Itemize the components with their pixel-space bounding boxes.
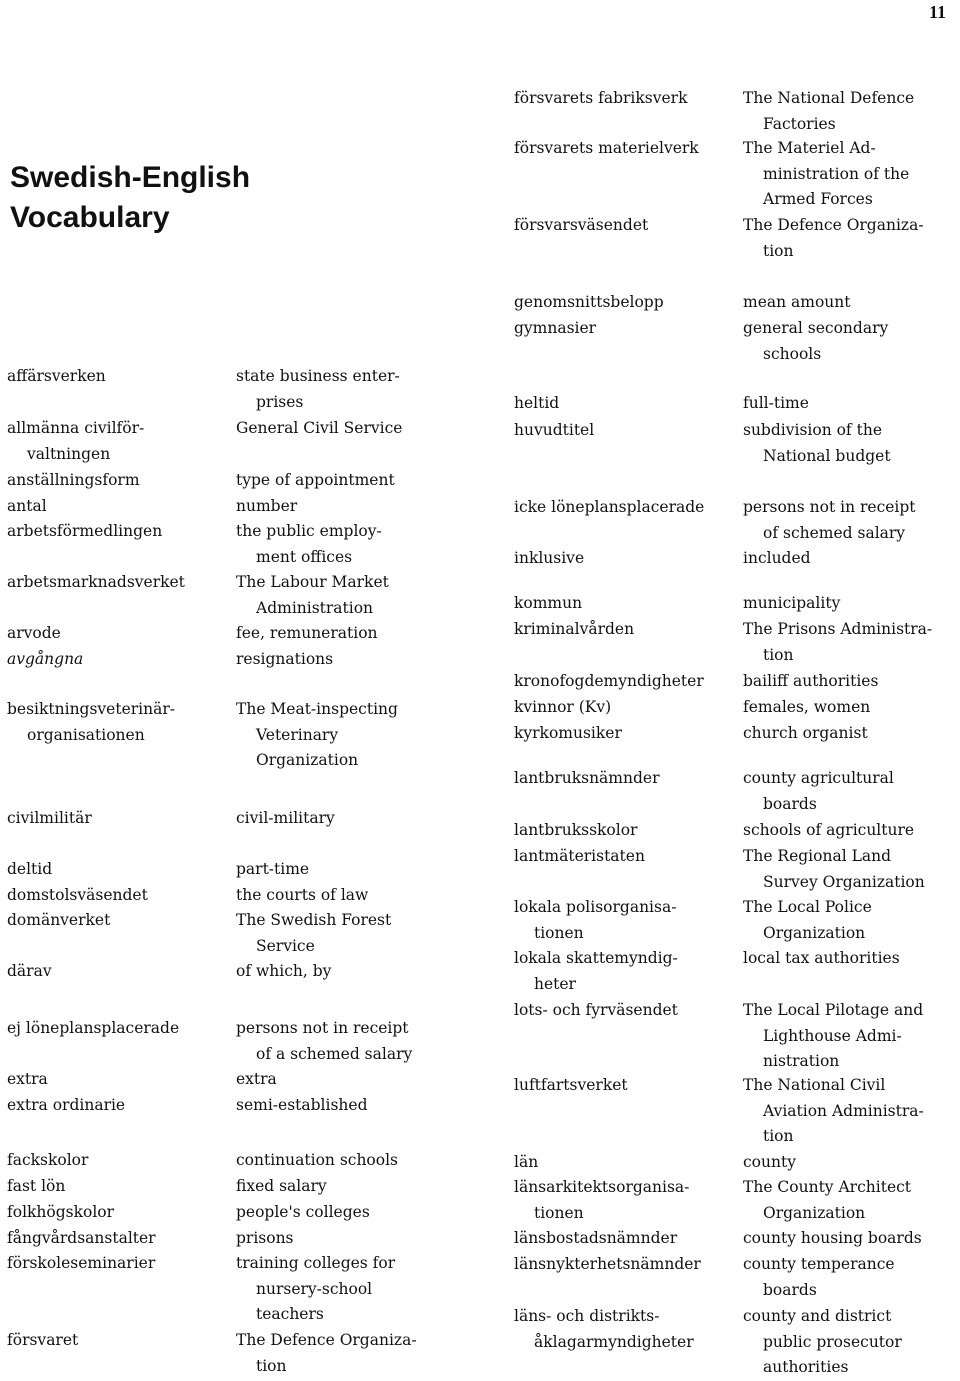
swedish-term (514, 1226, 677, 1252)
english-translation-line: tion (256, 1356, 287, 1375)
english-translation-line: General Civil Service (236, 419, 403, 437)
swedish-term-line: kommun (514, 594, 583, 612)
title-line: Vocabulary (10, 201, 170, 234)
english-translation-line: Factories (763, 114, 836, 133)
swedish-term (514, 1175, 689, 1226)
swedish-term-line: försvaret (7, 1331, 79, 1349)
english-translation-line: The Defence Organiza- (236, 1331, 417, 1349)
swedish-term (7, 1016, 179, 1042)
english-translation (236, 1226, 294, 1252)
english-translation-line: The Swedish Forest (236, 911, 392, 929)
english-translation (743, 1226, 922, 1252)
swedish-term-line: gymnasier (514, 319, 597, 337)
swedish-term-line: luftfartsverket (514, 1076, 628, 1094)
english-translation (236, 364, 400, 415)
english-translation (743, 895, 872, 946)
english-translation-line: Organization (256, 751, 359, 769)
swedish-term (514, 418, 594, 444)
english-translation-line: number (236, 497, 298, 515)
swedish-term-line: icke löneplansplacerade (514, 498, 705, 516)
english-translation (236, 1016, 412, 1067)
swedish-term (7, 1148, 88, 1174)
swedish-term (7, 647, 83, 673)
english-translation-line: The Materiel Ad- (743, 139, 876, 157)
swedish-term-line: besiktningsveterinär- (7, 700, 175, 718)
english-translation-line: county housing boards (743, 1229, 922, 1247)
english-translation-line: National budget (763, 446, 891, 465)
swedish-term (7, 1226, 156, 1252)
english-translation-line: The National Civil (743, 1076, 886, 1094)
english-translation (743, 418, 891, 469)
swedish-term (514, 1252, 701, 1278)
swedish-term (7, 806, 92, 832)
swedish-term (514, 721, 622, 747)
page-title (10, 158, 300, 238)
english-translation (743, 844, 925, 895)
swedish-term-line: lots- och fyrväsendet (514, 1001, 678, 1019)
swedish-term-line: försvarets fabriksverk (514, 89, 688, 107)
english-translation-line: of a schemed salary (256, 1044, 413, 1063)
swedish-term (514, 818, 637, 844)
english-translation-line: county (743, 1153, 796, 1171)
swedish-term (514, 669, 704, 695)
swedish-term-line: kriminalvården (514, 620, 635, 638)
english-translation (743, 290, 851, 316)
swedish-term-line: anställningsform (7, 471, 140, 489)
english-translation (743, 766, 894, 817)
english-translation (743, 546, 811, 572)
swedish-term (514, 998, 678, 1024)
english-translation-line: prisons (236, 1229, 294, 1247)
english-translation (236, 857, 309, 883)
swedish-term (514, 495, 704, 521)
english-translation-line: prises (256, 392, 304, 411)
english-translation (236, 519, 382, 570)
english-translation-line: tion (763, 645, 794, 664)
english-translation-line: full-time (743, 394, 809, 412)
swedish-term-line: folkhögskolor (7, 1203, 115, 1221)
swedish-term (7, 494, 47, 520)
english-translation-line: boards (763, 794, 817, 813)
english-translation-line: included (743, 549, 811, 567)
english-translation (743, 591, 840, 617)
english-translation-line: county agricultural (743, 769, 894, 787)
english-translation (743, 391, 809, 417)
english-translation (743, 1304, 902, 1381)
english-translation (743, 1175, 911, 1226)
swedish-term (7, 621, 61, 647)
swedish-term-line: fackskolor (7, 1151, 89, 1169)
english-translation-line: The Prisons Administra- (743, 620, 933, 638)
english-translation-line: schools of agriculture (743, 821, 915, 839)
english-translation (743, 316, 888, 367)
swedish-term (514, 86, 687, 112)
english-translation-line: The Meat-inspecting (236, 700, 398, 718)
swedish-term-line: förskoleseminarier (7, 1254, 156, 1272)
english-translation-line: The National Defence (743, 89, 915, 107)
english-translation-line: tion (763, 241, 794, 260)
swedish-term-line: heter (534, 974, 576, 993)
english-translation-line: training colleges for (236, 1254, 396, 1272)
swedish-term-line: affärsverken (7, 367, 106, 385)
swedish-term (514, 844, 645, 870)
english-translation-line: county and district (743, 1307, 892, 1325)
english-translation-line: county temperance (743, 1255, 895, 1273)
swedish-term (7, 416, 144, 467)
swedish-term-line: organisationen (27, 725, 145, 744)
swedish-term (7, 1251, 155, 1277)
swedish-term-line: ej löneplansplacerade (7, 1019, 180, 1037)
english-translation (236, 908, 391, 959)
english-translation-line: type of appointment (236, 471, 395, 489)
english-translation (743, 818, 914, 844)
swedish-term-line: länsnykterhetsnämnder (514, 1255, 701, 1273)
english-translation-line: civil-military (236, 809, 335, 827)
english-translation (743, 946, 900, 972)
english-translation-line: Organization (763, 1203, 866, 1222)
english-translation-line: boards (763, 1280, 817, 1299)
swedish-term-line: arvode (7, 624, 61, 642)
swedish-term (7, 1067, 48, 1093)
english-translation (236, 621, 378, 647)
english-translation-line: mean amount (743, 293, 851, 311)
swedish-term-line: län (514, 1153, 539, 1171)
swedish-term (514, 290, 664, 316)
swedish-term-line: domstolsväsendet (7, 886, 148, 904)
english-translation-line: people's colleges (236, 1203, 370, 1221)
english-translation (236, 1328, 417, 1379)
swedish-term (7, 1174, 65, 1200)
english-translation (743, 617, 932, 668)
english-translation-line: Organization (763, 923, 866, 942)
swedish-term-line: därav (7, 962, 52, 980)
english-translation (236, 959, 331, 985)
swedish-term (7, 959, 52, 985)
english-translation-line: Lighthouse Admi- (763, 1026, 902, 1045)
english-translation-line: extra (236, 1070, 277, 1088)
english-translation-line: the public employ- (236, 522, 382, 540)
swedish-term-line: genomsnittsbelopp (514, 293, 664, 311)
swedish-term-line: allmänna civilför- (7, 419, 145, 437)
swedish-term (7, 1328, 78, 1354)
swedish-term-line: arbetsmarknadsverket (7, 573, 185, 591)
swedish-term-line: inklusive (514, 549, 585, 567)
english-translation-line: Aviation Administra- (763, 1101, 924, 1120)
english-translation (236, 1200, 370, 1226)
swedish-term (7, 857, 52, 883)
swedish-term-line: civilmilitär (7, 809, 92, 827)
english-translation-line: The Regional Land (743, 847, 892, 865)
swedish-term-line: heltid (514, 394, 560, 412)
english-translation-line: schools (763, 344, 822, 363)
swedish-term (7, 519, 162, 545)
english-translation-line: bailiff authorities (743, 672, 879, 690)
swedish-term (514, 946, 678, 997)
swedish-term-line: fångvårdsanstalter (7, 1229, 156, 1247)
swedish-term-line: kronofogdemyndigheter (514, 672, 704, 690)
english-translation (743, 1073, 924, 1150)
english-translation-line: part-time (236, 860, 310, 878)
english-translation-line: Administration (256, 598, 374, 617)
swedish-term (514, 136, 699, 162)
english-translation-line: church organist (743, 724, 868, 742)
english-translation (236, 1093, 368, 1119)
swedish-term-line: lokala polisorganisa- (514, 898, 677, 916)
swedish-term-line: försvarets materielverk (514, 139, 699, 157)
english-translation-line: of schemed salary (763, 523, 906, 542)
english-translation-line: The County Architect (743, 1178, 912, 1196)
swedish-term-line: huvudtitel (514, 421, 595, 439)
swedish-term-line: åklagarmyndigheter (534, 1332, 694, 1351)
english-translation-line: Service (256, 936, 315, 955)
swedish-term (7, 1093, 125, 1119)
swedish-term (514, 617, 634, 643)
english-translation (236, 416, 402, 442)
english-translation-line: Veterinary (256, 725, 339, 744)
english-translation (743, 1252, 895, 1303)
english-translation-line: semi-established (236, 1096, 368, 1114)
english-translation (236, 468, 395, 494)
english-translation (743, 86, 914, 137)
english-translation (236, 570, 389, 621)
english-translation (743, 495, 916, 546)
swedish-term-line: försvarsväsendet (514, 216, 649, 234)
english-translation (236, 883, 368, 909)
english-translation-line: teachers (256, 1305, 324, 1323)
english-translation-line: ministration of the (763, 164, 910, 183)
english-translation (236, 647, 333, 673)
english-translation (743, 213, 924, 264)
english-translation (236, 1251, 395, 1328)
swedish-term (514, 591, 582, 617)
swedish-term-line: kyrkomusiker (514, 724, 622, 742)
english-translation-line: The Local Police (743, 898, 872, 916)
english-translation (236, 806, 335, 832)
swedish-term (7, 468, 140, 494)
swedish-term (7, 1200, 114, 1226)
swedish-term (7, 883, 148, 909)
english-translation-line: general secondary (743, 319, 889, 337)
english-translation (743, 721, 868, 747)
swedish-term (7, 364, 106, 390)
english-translation-line: the courts of law (236, 886, 369, 904)
english-translation-line: persons not in receipt (743, 498, 916, 516)
english-translation (236, 494, 297, 520)
swedish-term-line: tionen (534, 1203, 584, 1222)
swedish-term-line: länsarkitektsorganisa- (514, 1178, 690, 1196)
english-translation (236, 697, 398, 774)
english-translation (743, 1150, 796, 1176)
english-translation (743, 136, 909, 213)
swedish-term-line: lantbruksnämnder (514, 769, 660, 787)
swedish-term (514, 1304, 694, 1355)
swedish-term-line: avgångna (7, 650, 84, 668)
swedish-term (514, 1073, 628, 1099)
swedish-term (7, 908, 110, 934)
swedish-term (514, 213, 648, 239)
swedish-term-line: arbetsförmedlingen (7, 522, 163, 540)
swedish-term-line: extra (7, 1070, 48, 1088)
swedish-term (514, 695, 611, 721)
english-translation (743, 695, 870, 721)
english-translation-line: nursery-school (256, 1279, 373, 1298)
swedish-term-line: antal (7, 497, 47, 515)
english-translation-line: Survey Organization (763, 872, 925, 891)
english-translation-line: nistration (763, 1052, 840, 1070)
swedish-term-line: kvinnor (Kv) (514, 698, 612, 716)
english-translation-line: subdivision of the (743, 421, 882, 439)
swedish-term (514, 546, 584, 572)
english-translation-line: The Labour Market (236, 573, 389, 591)
swedish-term (514, 391, 559, 417)
title-line: Swedish-English (10, 161, 251, 194)
swedish-term-line: fast lön (7, 1177, 66, 1195)
english-translation-line: resignations (236, 650, 334, 668)
swedish-term-line: extra ordinarie (7, 1096, 126, 1114)
swedish-term (514, 1150, 538, 1176)
english-translation (236, 1067, 277, 1093)
english-translation-line: authorities (763, 1358, 849, 1376)
swedish-term-line: valtningen (27, 444, 111, 463)
swedish-term (7, 570, 185, 596)
english-translation (743, 669, 878, 695)
swedish-term (514, 895, 676, 946)
english-translation-line: tion (763, 1127, 794, 1145)
english-translation (236, 1174, 327, 1200)
english-translation-line: fixed salary (236, 1177, 327, 1195)
english-translation (236, 1148, 398, 1174)
english-translation-line: Armed Forces (763, 190, 873, 208)
english-translation (743, 998, 923, 1075)
english-translation-line: females, women (743, 698, 871, 716)
swedish-term-line: lantmäteristaten (514, 847, 645, 865)
english-translation-line: fee, remuneration (236, 624, 378, 642)
english-translation-line: local tax authorities (743, 949, 900, 967)
english-translation-line: state business enter- (236, 367, 400, 385)
swedish-term-line: deltid (7, 860, 53, 878)
swedish-term-line: lokala skattemyndig- (514, 949, 678, 967)
swedish-term (514, 766, 659, 792)
english-translation-line: continuation schools (236, 1151, 399, 1169)
swedish-term (7, 697, 175, 748)
swedish-term-line: domänverket (7, 911, 111, 929)
swedish-term-line: länsbostadsnämnder (514, 1229, 678, 1247)
swedish-term-line: läns- och distrikts- (514, 1307, 660, 1325)
swedish-term (514, 316, 596, 342)
english-translation-line: The Local Pilotage and (743, 1001, 924, 1019)
page-number: 11 (928, 2, 946, 22)
swedish-term-line: lantbruksskolor (514, 821, 638, 839)
english-translation-line: municipality (743, 594, 841, 612)
swedish-term-line: tionen (534, 923, 584, 942)
english-translation-line: The Defence Organiza- (743, 216, 924, 234)
english-translation-line: public prosecutor (763, 1332, 902, 1351)
english-translation-line: of which, by (236, 962, 332, 980)
english-translation-line: ment offices (256, 547, 353, 566)
english-translation-line: persons not in receipt (236, 1019, 409, 1037)
